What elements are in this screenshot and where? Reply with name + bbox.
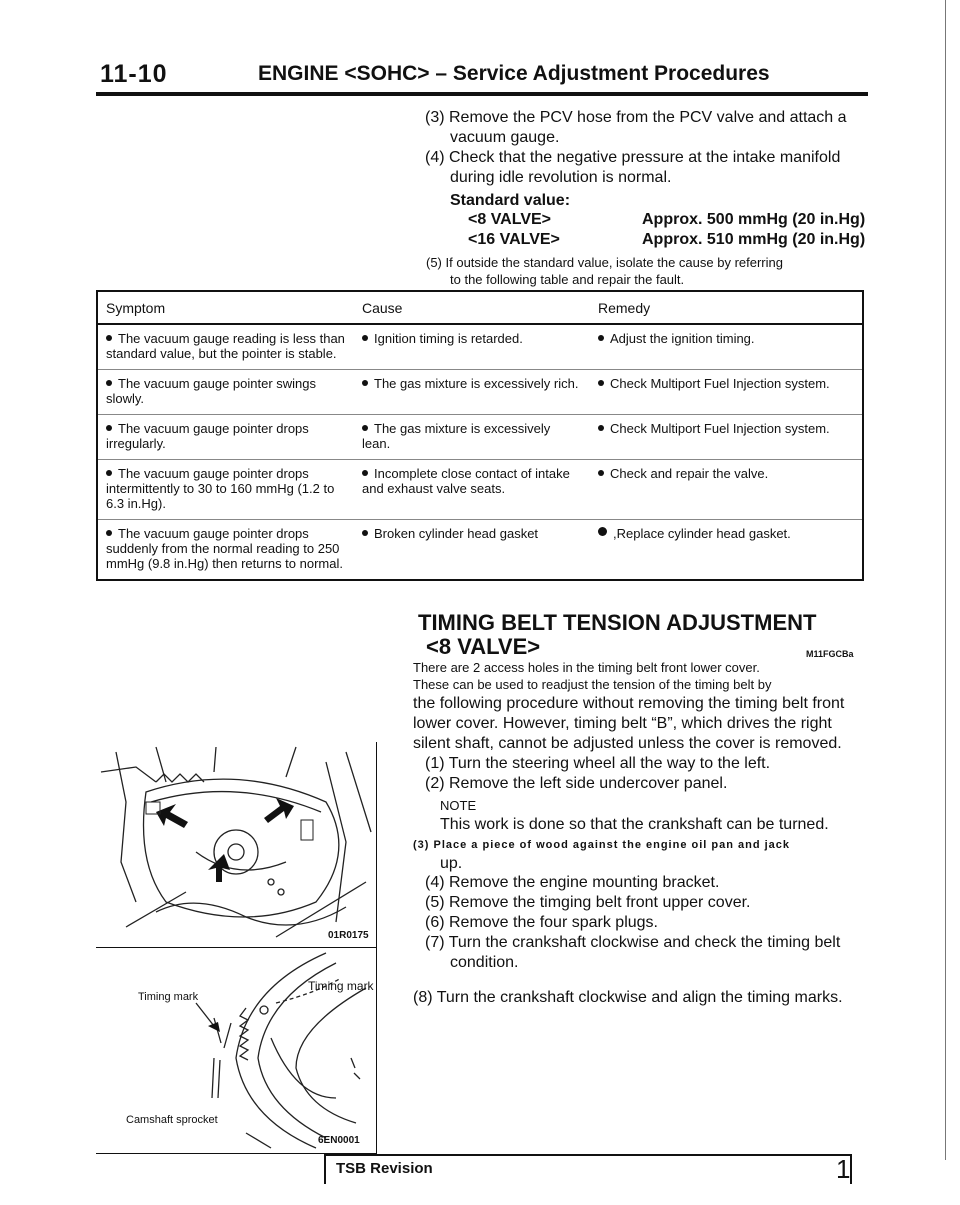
- bullet-icon: [106, 530, 112, 536]
- intro-line: silent shaft, cannot be adjusted unless the cover is removed.: [413, 735, 842, 752]
- symptom-cell: [97, 460, 354, 520]
- section-code: M11FGCBa: [806, 649, 854, 659]
- label-timing-mark-left: Timing mark: [138, 991, 199, 1003]
- step-4-line-2: during idle revolution is normal.: [450, 169, 672, 186]
- step-3-line-2: vacuum gauge.: [450, 129, 560, 146]
- note-label: NOTE: [440, 798, 477, 813]
- intro-line: There are 2 access holes in the timing belt front lower cover.: [413, 660, 760, 675]
- header-symptom: Symptom: [97, 291, 354, 324]
- bullet-icon: [362, 335, 368, 341]
- page-number: 11-10: [100, 60, 168, 88]
- label-camshaft-sprocket: Camshaft sprocket: [126, 1114, 218, 1126]
- bullet-icon: [362, 470, 368, 476]
- tsb-revision-label: TSB Revision: [336, 1160, 433, 1177]
- table-row: [97, 520, 863, 581]
- symptom-cell: [97, 370, 354, 415]
- std-8-valve-value: Approx. 500 mmHg (20 in.Hg): [642, 211, 866, 228]
- step-5-line-1: (5) If outside the standard value, isolate the cause by referring: [426, 255, 783, 270]
- symptom-text: The vacuum gauge reading is less than standard value, but the pointer is stable.: [106, 331, 345, 361]
- remedy-text: ,Replace cylinder head gasket.: [613, 526, 791, 541]
- tsb-revision-number: 1: [836, 1154, 851, 1184]
- table-row: [97, 370, 863, 415]
- belt-cover-drawing: [96, 742, 376, 947]
- step-line: (2) Remove the left side undercover panel.: [425, 775, 728, 792]
- bullet-icon: [362, 425, 368, 431]
- bullet-icon: [598, 380, 604, 386]
- figure-belt-cover: [96, 742, 377, 948]
- table-row: [97, 415, 863, 460]
- figure-sprocket: [96, 948, 377, 1154]
- page-title: ENGINE <SOHC> – Service Adjustment Procedures: [258, 62, 770, 85]
- cause-text: The gas mixture is excessively lean.: [362, 421, 551, 451]
- diagnosis-table: [96, 290, 864, 581]
- step-line: (7) Turn the crankshaft clockwise and check the timing belt: [425, 934, 841, 951]
- label-timing-mark-right: Timing mark: [308, 979, 374, 993]
- intro-line: These can be used to readjust the tension of the timing belt by: [413, 677, 772, 692]
- remedy-cell: [590, 370, 863, 415]
- header-cause: Cause: [354, 291, 590, 324]
- std-8-valve-label: <8 VALVE>: [468, 211, 551, 228]
- page-edge-rule: [945, 0, 946, 1160]
- figure-code: 01R0175: [328, 930, 369, 941]
- step-line: (8) Turn the crankshaft clockwise and align the timing marks.: [413, 989, 843, 1006]
- section-subtitle: <8 VALVE>: [426, 634, 541, 659]
- step-line: (4) Remove the engine mounting bracket.: [425, 874, 720, 891]
- cause-cell: [354, 460, 590, 520]
- table-row: [97, 324, 863, 370]
- standard-value-label: Standard value:: [450, 192, 571, 209]
- cause-text: Broken cylinder head gasket: [374, 526, 539, 541]
- figure-code: 6EN0001: [318, 1135, 360, 1146]
- step-5-line-2: to the following table and repair the fault.: [450, 272, 685, 287]
- symptom-cell: [97, 324, 354, 370]
- step-line: up.: [440, 855, 463, 872]
- bullet-icon: [598, 527, 607, 536]
- remedy-cell: [590, 460, 863, 520]
- step-4-line-1: (4) Check that the negative pressure at the intake manifold: [425, 149, 841, 166]
- intro-line: the following procedure without removing the timing belt front: [413, 695, 845, 712]
- symptom-text: The vacuum gauge pointer drops irregularly.: [106, 421, 309, 451]
- cause-text: Ignition timing is retarded.: [374, 331, 523, 346]
- header-rule: [96, 92, 868, 96]
- symptom-cell: [97, 415, 354, 460]
- step-line: condition.: [450, 954, 519, 971]
- note-text: This work is done so that the crankshaft can be turned.: [440, 816, 829, 833]
- header-remedy: Remedy: [590, 291, 863, 324]
- cause-cell: [354, 520, 590, 581]
- cause-text: The gas mixture is excessively rich.: [374, 376, 579, 391]
- symptom-cell: [97, 520, 354, 581]
- remedy-text: Adjust the ignition timing.: [610, 331, 755, 346]
- intro-line: lower cover. However, timing belt “B”, which drives the right: [413, 715, 832, 732]
- table-row: [97, 460, 863, 520]
- table-header-row: [97, 291, 863, 324]
- symptom-text: The vacuum gauge pointer drops intermittently to 30 to 160 mmHg (1.2 to 6.3 in.Hg).: [106, 466, 335, 511]
- step-line: (5) Remove the timging belt front upper cover.: [425, 894, 751, 911]
- bullet-icon: [106, 470, 112, 476]
- step-3-line-1: (3) Remove the PCV hose from the PCV valve and attach a: [425, 109, 847, 126]
- std-16-valve-value: Approx. 510 mmHg (20 in.Hg): [642, 231, 866, 248]
- bullet-icon: [598, 425, 604, 431]
- remedy-text: Check Multiport Fuel Injection system.: [610, 421, 830, 436]
- bullet-icon: [106, 380, 112, 386]
- remedy-cell: [590, 520, 863, 581]
- cause-cell: [354, 415, 590, 460]
- remedy-cell: [590, 415, 863, 460]
- cause-text: Incomplete close contact of intake and exhaust valve seats.: [362, 466, 570, 496]
- remedy-cell: [590, 324, 863, 370]
- bullet-icon: [106, 335, 112, 341]
- cause-cell: [354, 324, 590, 370]
- bullet-icon: [598, 470, 604, 476]
- std-16-valve-label: <16 VALVE>: [468, 231, 560, 248]
- section-title: TIMING BELT TENSION ADJUSTMENT: [418, 610, 817, 635]
- remedy-text: Check and repair the valve.: [610, 466, 769, 481]
- bullet-icon: [362, 380, 368, 386]
- step-line: (1) Turn the steering wheel all the way to the left.: [425, 755, 771, 772]
- remedy-text: Check Multiport Fuel Injection system.: [610, 376, 830, 391]
- step-line: (3) Place a piece of wood against the engine oil pan and jack: [413, 839, 791, 851]
- bullet-icon: [362, 530, 368, 536]
- symptom-text: The vacuum gauge pointer drops suddenly from the normal reading to 250 mmHg (9.8 in.Hg) then returns to normal.: [106, 526, 343, 571]
- symptom-text: The vacuum gauge pointer swings slowly.: [106, 376, 317, 406]
- bullet-icon: [106, 425, 112, 431]
- bullet-icon: [598, 335, 604, 341]
- step-line: (6) Remove the four spark plugs.: [425, 914, 658, 931]
- cause-cell: [354, 370, 590, 415]
